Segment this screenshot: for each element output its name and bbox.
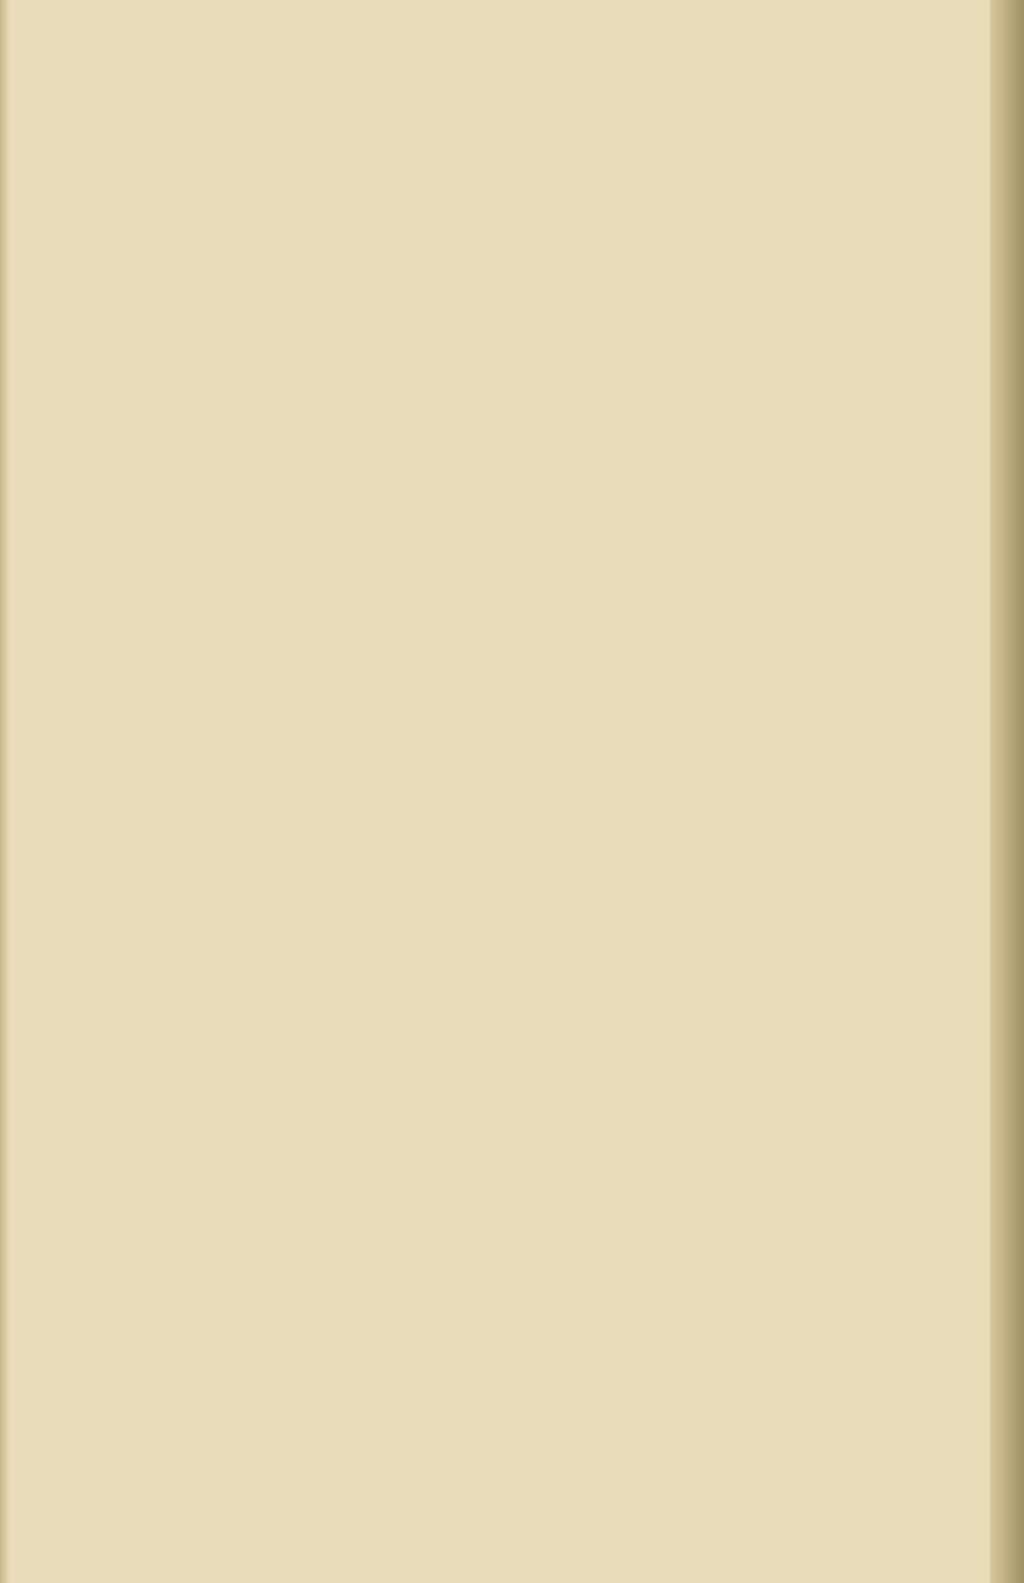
page-edge-shadow — [990, 0, 1024, 1583]
page-left-shadow — [0, 0, 10, 1583]
figure-1-chart — [200, 440, 860, 1040]
chart-svg — [200, 440, 860, 1040]
